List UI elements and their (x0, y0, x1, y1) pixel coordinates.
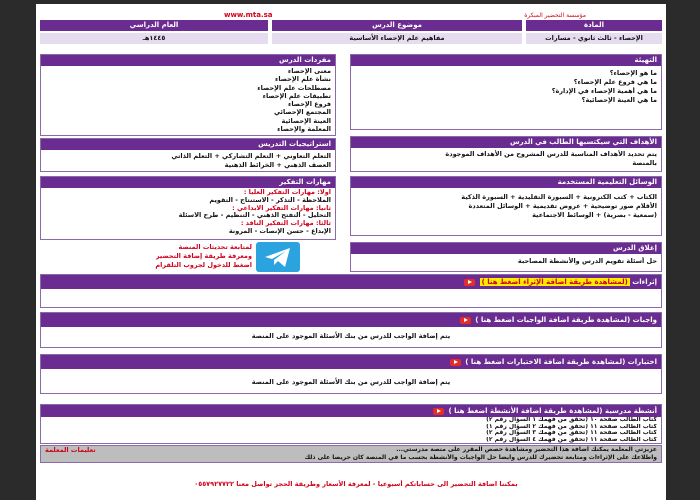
activity-row: كتاب الطالب صفحة ١١ (تحقق من فهمك ٢ السؤال رقم ١) (486, 423, 657, 430)
vocab-line: معنى الإحصاء (287, 67, 331, 75)
activities-header (41, 405, 661, 417)
org-name: مؤسسة التحضير المبكرة (524, 12, 586, 19)
homework-line: يتم إضافة الواجب للدرس من بنك الأسئلة الموجود على المنصة (251, 332, 451, 340)
vocab-line: فروع الإحصاء (288, 100, 331, 109)
telegram-line: ومعرفة طريقة إضافة التحضير (155, 252, 252, 260)
telegram-promo[interactable] (44, 242, 252, 272)
thinking-title: مهارات التفكير (41, 177, 335, 188)
goals-line: يتم تحديد الأهداف المناسبة للدرس المشروح من الأهداف الموجودة (445, 150, 657, 158)
subject-value: الإحصاء - ثالث ثانوي - مسارات (526, 33, 662, 44)
homework-header (41, 313, 661, 327)
enrichment-link[interactable]: (لمشاهدة طريقة اضافة الإثراء اضغط هنا ) (481, 278, 628, 286)
activity-row: كتاب الطالب صفحة ١١ (تحقق من فهمك ٤ السؤال رقم ٢) (486, 436, 657, 443)
tools-line: (سمعية - بصرية) + الوسائط الاجتماعية (532, 211, 657, 219)
homework-label: واجبات (632, 316, 657, 324)
activities-label: أنشطة مدرسية (604, 407, 657, 415)
vocab-line: العينة الإحصائية (281, 116, 331, 125)
tools-title: الوسائل التعليمية المستخدمة (351, 177, 661, 188)
homework-link[interactable]: (لمشاهدة طريقة اضافة الواجبات اضغط هنا ) (475, 316, 631, 324)
strategies-line: العصف الذهني + الخرائط الذهنية (224, 161, 331, 169)
goals-section (350, 136, 662, 172)
subject-label: المادة (526, 20, 662, 31)
enrichment-section (40, 274, 662, 308)
activity-row: كتاب الطالب صفحة ١١ (تحقق من فهمك ٣ السؤال رقم ٢) (486, 430, 657, 437)
enrichment-header (41, 275, 661, 289)
tools-line: الأقلام صور توضيحية + عروض تقديمية + الوسائل المتعددة (468, 202, 657, 210)
year-value: ١٤٤٥هـ (40, 33, 268, 44)
lesson-plan-page (36, 4, 666, 500)
vocab-line: المعلمة والإحصاء (277, 125, 331, 134)
topic-value: مفاهيم علم الإحصاء الأساسية (272, 33, 522, 44)
closure-section (350, 242, 662, 272)
vocab-line: نشأة علم الإحصاء (275, 75, 331, 84)
activity-row: كتاب الطالب صفحة ١٠ (تحقق من فهمك ١ السؤال رقم ٢) (486, 417, 657, 423)
strategies-title: استراتيجيات التدريس (41, 139, 335, 150)
youtube-icon[interactable] (450, 359, 461, 366)
closure-line: حل أسئلة تقويم الدرس والأنشطة المصاحبة (517, 257, 657, 265)
vocab-line: تطبيقات علم الإحصاء (262, 91, 331, 100)
critical-skills-line: الإبداع - حسن الإنصات - المرونة (228, 227, 331, 235)
critical-skills-title: ثالثاً: مهارات التفكير الناقد : (240, 220, 331, 228)
activities-link[interactable]: (لمشاهدة طريقة اضافة الأنشطة اضغط هنا ) (448, 407, 603, 415)
notes-line: عزيزتي المعلمة يمكنك اضافة هذا التحضير ومشاهدة حصص المقرر على منصة مدرستي... (396, 446, 657, 453)
thinking-section (40, 176, 336, 240)
vocab-line: مصطلحات علم الإحصاء (257, 83, 331, 92)
notes-section (40, 445, 662, 463)
vocab-section (40, 54, 336, 136)
intro-line: ما هو الإحصاء؟ (609, 69, 657, 77)
telegram-line: اضغط للدخول لجروب التلقرام (155, 261, 252, 269)
topic-label: موضوع الدرس (272, 20, 522, 31)
notes-line: واطلاعك على الإثراءات ومتابعة تحضيرك للدرس وايضاً حل الواجبات والأنشطة بحسب ما في المنصة كان حريصاً على ذلك (304, 454, 657, 461)
tests-link[interactable]: (لمشاهدة طريقة اضافة الاختبارات اضغط هنا ) (465, 358, 626, 366)
goals-line: بالمنصة (632, 159, 657, 167)
intro-title: التهيئة (351, 55, 661, 66)
footer-line[interactable]: بمكننا اضافة التحضير الى حساباتكم أسبوعيا - لمعرفة الأسعار وطريقة الحجز تواصل معنا ٠٥٥٧٩٢٧٧٢٢ (194, 480, 518, 488)
telegram-line: لمتابعة تحديثات المنصة (178, 243, 252, 251)
closure-title: إغلاق الدرس (351, 243, 661, 254)
creative-skills-line: التحليل - التفتح الذهني - التنظيم - طرح الأسئلة (178, 212, 331, 220)
higher-skills-line: الملاحظة - التذكر - الاستنتاج - التقويم (209, 196, 331, 204)
vocab-title: مفردات الدرس (41, 55, 335, 66)
strategies-section (40, 138, 336, 172)
header-table (40, 20, 662, 48)
tests-line: يتم إضافة الواجب للدرس من بنك الأسئلة الموجود على المنصة (251, 378, 451, 386)
intro-line: ما هي أهمية الإحصاء في الإدارة؟ (551, 87, 657, 95)
tests-label: اختبارات (627, 358, 657, 366)
intro-line: ما هي فروع علم الإحصاء؟ (573, 78, 657, 86)
activities-section (40, 404, 662, 444)
notes-label: تعليمات المعلمة (45, 446, 96, 454)
year-label: العام الدراسي (40, 20, 268, 31)
intro-section (350, 54, 662, 130)
tests-header (41, 355, 661, 369)
creative-skills-title: ثانياً: مهارات التفكير الابداعي : (232, 204, 331, 212)
homework-section (40, 312, 662, 348)
goals-title: الأهداف التي سيكتسبها الطالب في الدرس (351, 137, 661, 148)
tools-line: الكتاب + كتب الكترونية + السبورة التقليدية + السبورة الذكية (461, 193, 657, 201)
enrichment-label: إثراءات (632, 278, 657, 286)
vocab-line: المجتمع الإحصائي (273, 108, 331, 117)
intro-line: ما هي العينة الإحصائية؟ (581, 96, 657, 104)
higher-skills-title: أولاً: مهارات التفكير العليا : (243, 189, 331, 196)
youtube-icon[interactable] (464, 279, 475, 286)
youtube-icon[interactable] (460, 317, 471, 324)
tests-section (40, 354, 662, 394)
site-link[interactable]: www.mta.sa (224, 11, 273, 19)
youtube-icon[interactable] (433, 408, 444, 415)
telegram-icon[interactable] (256, 242, 300, 272)
tools-section (350, 176, 662, 236)
strategies-line: التعلم التعاوني + التعلم التشاركي + التعلم الذاتي (171, 152, 331, 160)
